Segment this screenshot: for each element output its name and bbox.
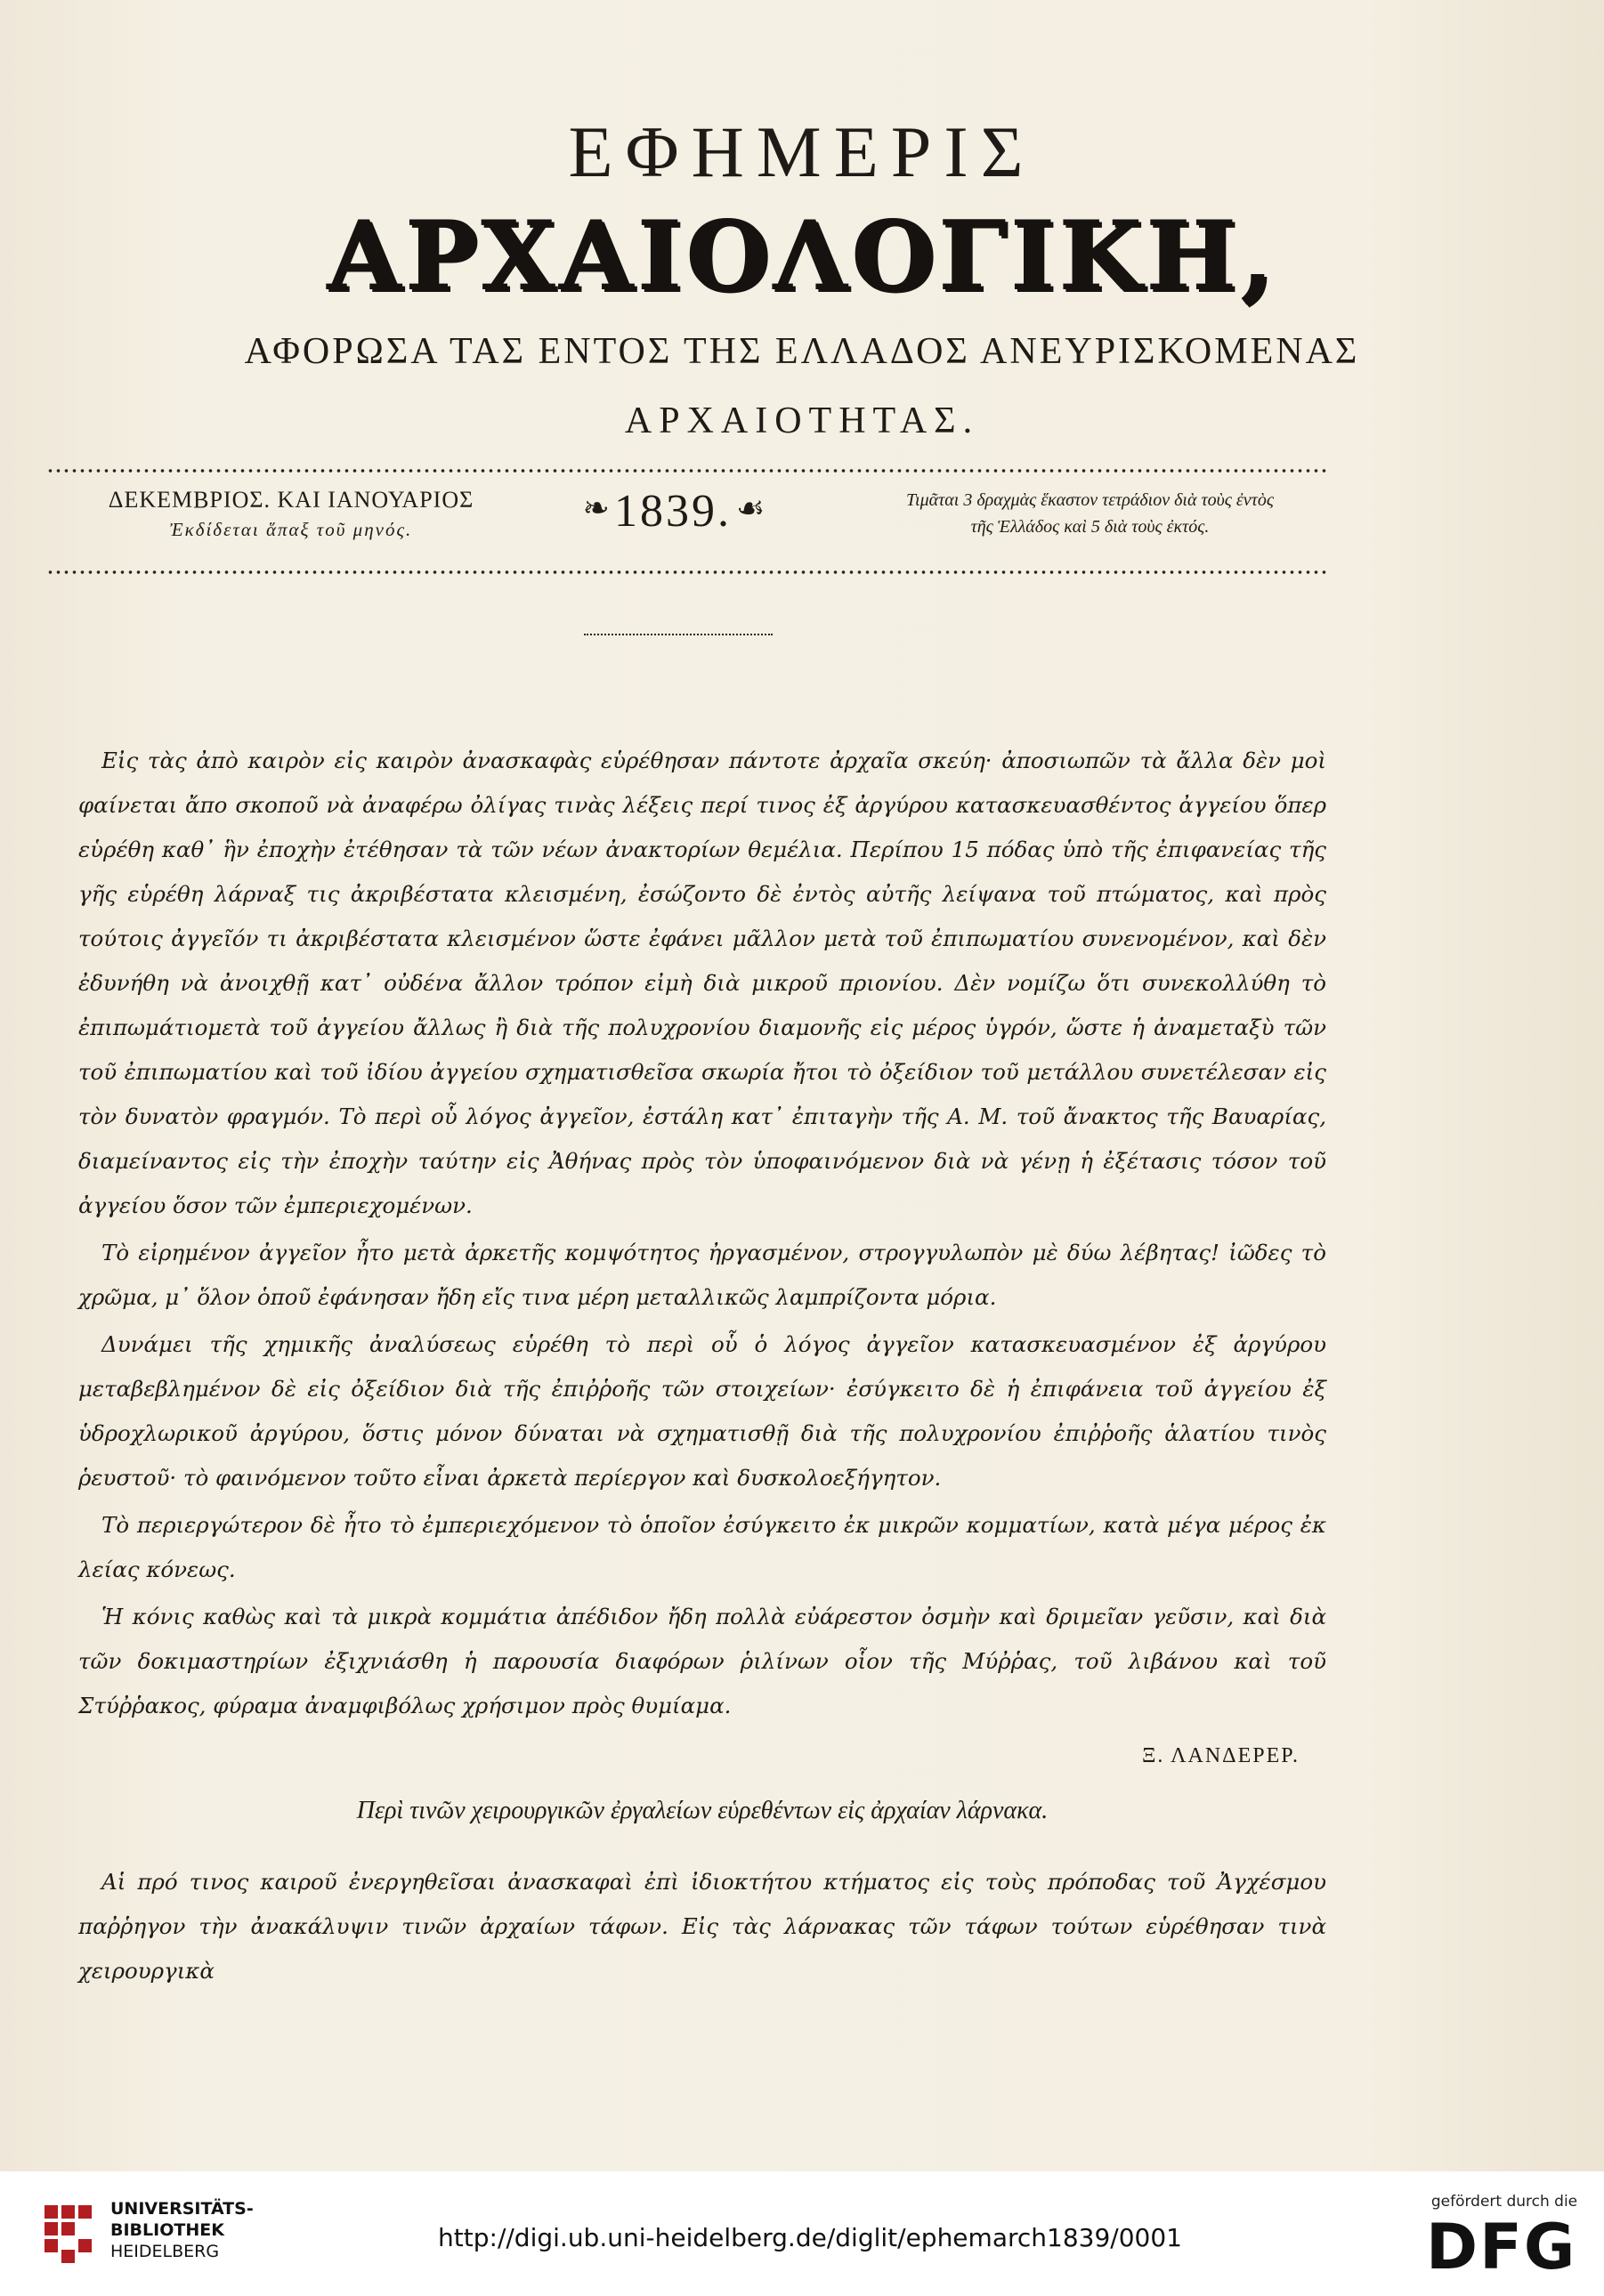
library-name-line3: HEIDELBERG <box>110 2242 220 2261</box>
price-line2: τῆς Ἑλλάδος καὶ 5 διὰ τοὺς ἐκτός. <box>970 517 1210 537</box>
masthead <box>0 111 1604 442</box>
masthead-title-line2: ΑΡΧΑΙΟΛΟΓΙΚΗ, <box>327 200 1277 312</box>
masthead-title-line1: ΕΦΗΜΕΡΙΣ <box>568 111 1036 192</box>
article2-heading: Περὶ τινῶν χειρουργικῶν ἐργαλείων εὑρεθέντων εἰς ἀρχαίαν λάρνακα. <box>356 1797 1049 1824</box>
issue-months: ΔΕΚΕΜΒΡΙΟΣ. ΚΑΙ ΙΑΝΟΥΑΡΙΟΣ <box>108 487 474 513</box>
article1-paragraph: Εἰς τὰς ἀπὸ καιρὸν εἰς καιρὸν ἀνασκαφὰς εὑρέθησαν πάντοτε ἀρχαῖα σκεύη· ἀποσιωπῶν τὰ ἄλλα δὲν μοὶ φαίνεται ἄπο σκοποῦ νὰ ἀναφέρω ὀλίγας τινὰς λέξεις περί τινος ἐξ ἀργύρου κατασκευασθέντος ἀγγείου ὅπερ εὑρέθη καθ᾽ ἣν ἐποχὴν ἐτέθησαν τὰ τῶν νέων ἀνακτορίων θεμέλια. Περίπου 15 πόδας ὑπὸ τῆς ἐπιφανείας τῆς γῆς εὑρέθη λάρναξ τις ἀκριβέστατα κλεισμένη, ἐσώζοντο δὲ ἐντὸς αὐτῆς λείψανα τοῦ πτώματος, καὶ πρὸς τούτοις ἀγγεῖόν τι ἀκριβέστατα κλεισμένον ὥστε ἐφάνει μᾶλλον μετὰ τοῦ ἐπιπωματίου συνενομένον, καὶ δὲν ἐδυνήθη νὰ ἀνοιχθῇ κατ᾽ οὐδένα ἄλλον τρόπον εἰμὴ διὰ μικροῦ πριονίου. Δὲν νομίζω ὅτι συνεκολλύθη τὸ ἐπιπωμάτιομετὰ τοῦ ἀγγείου ἄλλως ἢ διὰ τῆς πολυχρονίου διαμονῆς εἰς μέρος ὑγρόν, ὥστε ἡ ἀναμεταξὺ τῶν τοῦ ἐπιπωματίου καὶ τοῦ ἰδίου ἀγγείου σχηματισθεῖσα σκωρία ἤτοι τὸ ὀξείδιον τοῦ μετάλλου συνετέλεσαν εἰς τὸν δυνατὸν φραγμόν. Τὸ περὶ οὗ λόγος ἀγγεῖον, ἐστάλη κατ᾽ ἐπιταγὴν τῆς Α. Μ. τοῦ ἄνακτος τῆς Βαυαρίας, διαμείναντος εἰς τὴν ἐποχὴν ταύτην εἰς Ἀθήνας πρὸς τὸν ὑποφαινόμενον διὰ νὰ γένῃ ἡ ἐξέτασις τόσον τοῦ ἀγγείου ὅσον τῶν ἐμπεριεχομένων. <box>78 748 1326 1218</box>
issue-price <box>847 487 1333 540</box>
issue-year: 1839. <box>613 486 732 537</box>
article1-paragraph: Ἡ κόνις καθὼς καὶ τὰ μικρὰ κομμάτια ἀπέδιδον ἤδη πολλὰ εὐάρεστον ὀσμὴν καὶ δριμεῖαν γεῦσιν, καὶ διὰ τῶν δοκιμαστηρίων ἐξιχνιάσθη ἡ παρουσία διαφόρων ῥιλίνων οἷον τῆς Μύῤῥας, τοῦ λιβάνου καὶ τοῦ Στύῤῥακος, φύραμα ἀναμφιβόλως χρήσιμον πρὸς θυμίαμα. <box>78 1604 1326 1718</box>
library-name-line1: UNIVERSITÄTS- <box>110 2199 254 2219</box>
university-library-logo-icon <box>43 2203 94 2264</box>
masthead-subtitle-line2: ΑΡΧΑΙΟΤΗΤΑΣ. <box>624 400 980 442</box>
ornamental-short-rule <box>584 634 773 639</box>
funded-by-label: gefördert durch die <box>1430 2193 1578 2211</box>
library-name <box>110 2198 254 2262</box>
dotted-rule-bottom <box>46 570 1328 575</box>
issue-bar <box>46 485 1328 554</box>
price-line1: Τιμᾶται 3 δραχμὰς ἕκαστον τετράδιον διὰ τοὺς ἐντὸς <box>906 490 1274 510</box>
article1-paragraph: Δυνάμει τῆς χημικῆς ἀναλύσεως εὑρέθη τὸ περὶ οὗ ὁ λόγος ἀγγεῖον κατασκευασμένον ἐξ ἀργύρου μεταβεβλημένον δὲ εἰς ὀξείδιον διὰ τῆς ἐπιῤῥοῆς τῶν στοιχείων· ἐσύγκειτο δὲ ἡ ἐπιφάνεια τοῦ ἀγγείου ἐξ ὑδροχλωρικοῦ ἀργύρου, ὅστις μόνον δύναται νὰ σχηματισθῇ διὰ τῆς πολυχρονίου ἐπιῤῥοῆς ἁλατίου τινὸς ῥευστοῦ· τὸ φαινόμενον τοῦτο εἶναι ἀρκετὰ περίεργον καὶ δυσκολοεξήγητον. <box>78 1331 1326 1491</box>
issue-frequency: Ἐκδίδεται ἅπαξ τοῦ μηνός. <box>169 519 413 540</box>
dotted-rule-top <box>46 468 1328 473</box>
article1-paragraph: Τὸ περιεργώτερον δὲ ἦτο τὸ ἐμπεριεχόμενον τὸ ὁποῖον ἐσύγκειτο ἐκ μικρῶν κομματίων, κατὰ μέγα μέρος ἐκ λείας κόνεως. <box>78 1512 1326 1582</box>
article-body <box>78 739 1326 1996</box>
article1-signature: Ξ. ΛΑΝΔΕΡΕΡ. <box>1142 1744 1300 1767</box>
footer-bar <box>0 2171 1604 2296</box>
dfg-logo: DFG <box>1426 2211 1577 2284</box>
article1-paragraph: Τὸ εἰρημένον ἀγγεῖον ἦτο μετὰ ἀρκετῆς κομψότητος ἠργασμένον, στρογγυλωπὸν μὲ δύω λέβητας! ἰῶδες τὸ χρῶμα, μ᾽ ὅλον ὁποῦ ἐφάνησαν ἤδη εἴς τινα μέρη μεταλλικῶς λαμπρίζοντα μόρια. <box>78 1240 1326 1310</box>
flourish-right-icon: ☙ <box>736 490 766 527</box>
issue-year-block <box>491 485 856 538</box>
permalink-url[interactable]: http://digi.ub.uni-heidelberg.de/diglit/ephemarch1839/0001 <box>438 2223 1182 2252</box>
flourish-left-icon: ❧ <box>582 490 610 527</box>
issue-bar-left <box>82 487 500 541</box>
library-name-line2: BIBLIOTHEK <box>110 2220 224 2240</box>
masthead-subtitle-line1: ΑΦΟΡΩΣΑ ΤΑΣ ΕΝΤΟΣ ΤΗΣ ΕΛΛΑΔΟΣ ΑΝΕΥΡΙΣΚΟΜΕΝΑΣ <box>244 331 1360 373</box>
article2-paragraph: Αἱ πρό τινος καιροῦ ἐνεργηθεῖσαι ἀνασκαφαὶ ἐπὶ ἰδιοκτήτου κτήματος εἰς τοὺς πρόποδας τοῦ Ἀγχέσμου παῤῥηγον τὴν ἀνακάλυψιν τινῶν ἀρχαίων τάφων. Εἰς τὰς λάρνακας τῶν τάφων τούτων εὑρέθησαν τινὰ χειρουργικὰ <box>78 1869 1326 1984</box>
